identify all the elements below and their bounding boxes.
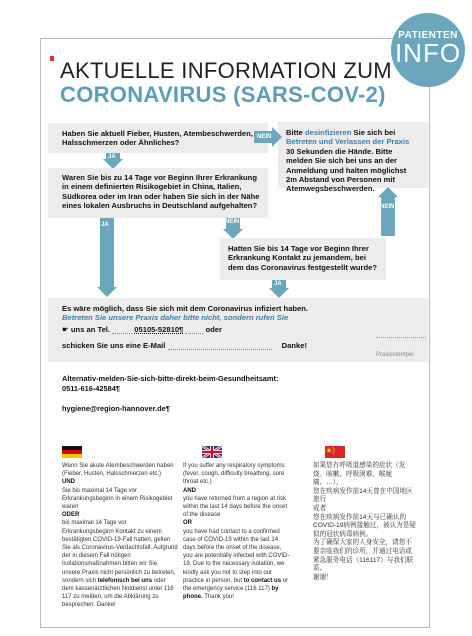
de-bold: telefonisch bei uns <box>97 577 153 584</box>
email-blank <box>168 349 272 350</box>
email-thanks: Danke! <box>281 341 307 350</box>
ja-label-2: JA <box>101 222 109 228</box>
right-line4: melden Sie sich bei uns an der <box>286 156 397 166</box>
phone-prefix: ☛ uns an Tel. <box>62 325 111 334</box>
right-pre: Bitte <box>286 128 305 137</box>
nein-arrow-3-shaft <box>381 196 395 236</box>
question-2-line4: eines lokalen Ausbruchs in Deutschland aufgehalten? <box>62 201 258 211</box>
badge-line1: PATIENTEN <box>398 30 458 41</box>
en-p2: you have returned from a region at risk within the last 14 days before the onset of the disease <box>183 495 288 519</box>
question-2-line2: in einem definierten Risikogebiet in China, Italien, <box>62 182 242 192</box>
patienten-info-badge <box>391 13 465 87</box>
question-3-line2: Erkrankung Kontakt zu jemandem, bei <box>228 253 366 263</box>
uk-flag-icon <box>202 446 222 458</box>
email-prefix: schicken Sie uns eine E-Mail <box>62 341 166 350</box>
chinese-text-column <box>313 462 417 582</box>
cn-p1: 如果您有呼吸道感染的症状（发烧、咳嗽、呼吸困难、喉咙痛、…）， <box>313 462 406 487</box>
question-2-line1: Waren Sie bis zu 14 Tage vor Beginn Ihrer Erkrankung <box>62 173 257 182</box>
right-line6: 2m Abstand von Personen mit <box>286 175 396 185</box>
de-p4: oder dem kassenärztlichen Notdienst unter 116 117 zu melden, um die Abklärung zu besprechen. Danke! <box>62 577 174 609</box>
right-line5: Anmeldung und halten möglichst <box>286 165 407 175</box>
page-title-line2: CORONAVIRUS (SARS-COV-2) <box>60 82 386 107</box>
en-p1: If you suffer any respiratory symptoms (fever, cough, difficulty breathing, sore throat etc.) <box>183 463 285 486</box>
question-1-line1: Haben Sie aktuell Fieber, Husten, Atembeschwerden, <box>62 129 253 138</box>
hygiene-email: hygiene@region-hannover.de¶ <box>62 404 170 413</box>
question-1-box <box>48 123 268 153</box>
stamp-line <box>376 337 426 338</box>
en-p3: you have had contact to a confirmed case of COVID-19 within the last 14 days before the onset of the disease, you are potentially infected with COVID-19. Due to the necessary isolation, we kindly ask you not to step into our practice in person, but <box>183 528 290 584</box>
nein-label-3: NEIN <box>380 204 395 210</box>
question-3-line1: Hatten Sie bis 14 Tage vor Beginn Ihrer <box>228 244 369 253</box>
bottom-line1: Es wäre möglich, dass Sie sich mit dem Coronavirus infiziert haben. <box>62 304 309 313</box>
ja-arrow-3-head <box>269 288 289 298</box>
de-p3: bis maximal 14 Tage vor Erkrankungsbeginn Kontakt zu einem bestätigten COVID-19-Fall hatten, gelten Sie als Coronavirus-Verdachtsfall. Aufgrund der in diesem Fall nötigen Isolationsmaßnahmen bitten wir Sie, unsere Praxis nicht persönlich zu betreten, sondern sich <box>62 520 178 584</box>
question-3-box <box>220 238 386 280</box>
ja-arrow-2-head <box>97 287 117 297</box>
en-bold: to contact us <box>243 577 282 584</box>
right-highlight-enter-leave: Betreten und Verlassen der Praxis <box>286 137 410 147</box>
right-mid: Sie sich bei <box>351 128 396 137</box>
question-1-line2: Halsschmerzen oder Ähnliches? <box>62 138 180 148</box>
right-line3: 30 Sekunden die Hände. Bitte <box>286 146 393 156</box>
ja-arrow-2-shaft <box>100 218 114 288</box>
nein-arrow-1-head <box>272 127 282 147</box>
health-office-phone: 0511-616-42584¶ <box>62 384 120 393</box>
red-cursor-mark <box>50 56 54 61</box>
en-p5: Thank you! <box>204 594 234 601</box>
health-office-line1: Alternativ-melden-Sie-sich-bitte-direkt-beim-Gesundheitsamt: <box>62 374 279 383</box>
cn-p5: 谢谢！ <box>313 573 333 581</box>
cn-or: 或者 <box>313 504 327 512</box>
right-highlight-disinfect: desinfizieren <box>304 128 352 137</box>
bottom-line2: Betreten Sie unsere Praxis daher bitte nicht, sondern rufen Sie <box>62 313 289 323</box>
german-flag-icon <box>62 446 82 458</box>
nein-label-1: NEIN <box>257 134 272 140</box>
de-p1: Wenn Sie akute Atembeschwerden haben (Fieber, Husten, Halsschmerzen etc.) <box>62 463 174 478</box>
health-office-info <box>62 374 278 394</box>
badge-line2: INFO <box>394 38 462 68</box>
question-3-line3: dem das Coronavirus festgestellt wurde? <box>228 262 377 272</box>
cn-p2: 您在疾病发作前14天曾在中国地区旅行 <box>313 487 413 504</box>
email-row <box>62 341 307 350</box>
disinfect-instructions-box <box>278 122 428 194</box>
german-text-column <box>62 462 178 610</box>
question-2-box <box>48 168 268 218</box>
stamp-label: Praxisstempel <box>376 352 414 358</box>
cn-p3: 您在疾病发作前14天与已确认的COVID-19病例接触过，被认为是疑似的冠状病毒病例。 <box>313 513 416 538</box>
china-flag-icon <box>325 446 345 458</box>
en-bold2: by phone. <box>183 586 279 601</box>
ja-label-3: JA <box>274 281 282 287</box>
nein-arrow-3-head <box>378 187 398 197</box>
de-und: UND <box>62 479 75 486</box>
english-text-column <box>183 462 291 601</box>
ja-label-1: JA <box>108 154 116 160</box>
en-p4: or the emergency service (116 117) <box>183 577 289 593</box>
en-or: OR <box>183 520 192 527</box>
cn-p4: 为了确保大家的人身安全，请您不要亲临我们的诊所，并通过电话或紧急服务电话（116117）与我们联系。 <box>313 539 414 573</box>
question-2-line3: Südkorea oder im Iran oder haben Sie sich in der Nähe <box>62 191 260 201</box>
phone-suffix: oder <box>205 325 222 334</box>
nein-label-2: NEIN <box>225 219 240 225</box>
phone-row <box>62 325 222 334</box>
de-oder: ODER <box>62 512 80 519</box>
page-title-line1: AKTUELLE INFORMATION ZUM <box>60 58 392 83</box>
right-line7: Atemwegsbeschwerden. <box>286 184 375 194</box>
de-p2: Sie bis maximal 14 Tage vor Erkrankungsbeginn in einem Risikogebiet waren <box>62 487 173 511</box>
phone-number: 05105-52810¶ <box>134 325 184 334</box>
en-and: AND <box>183 487 196 494</box>
